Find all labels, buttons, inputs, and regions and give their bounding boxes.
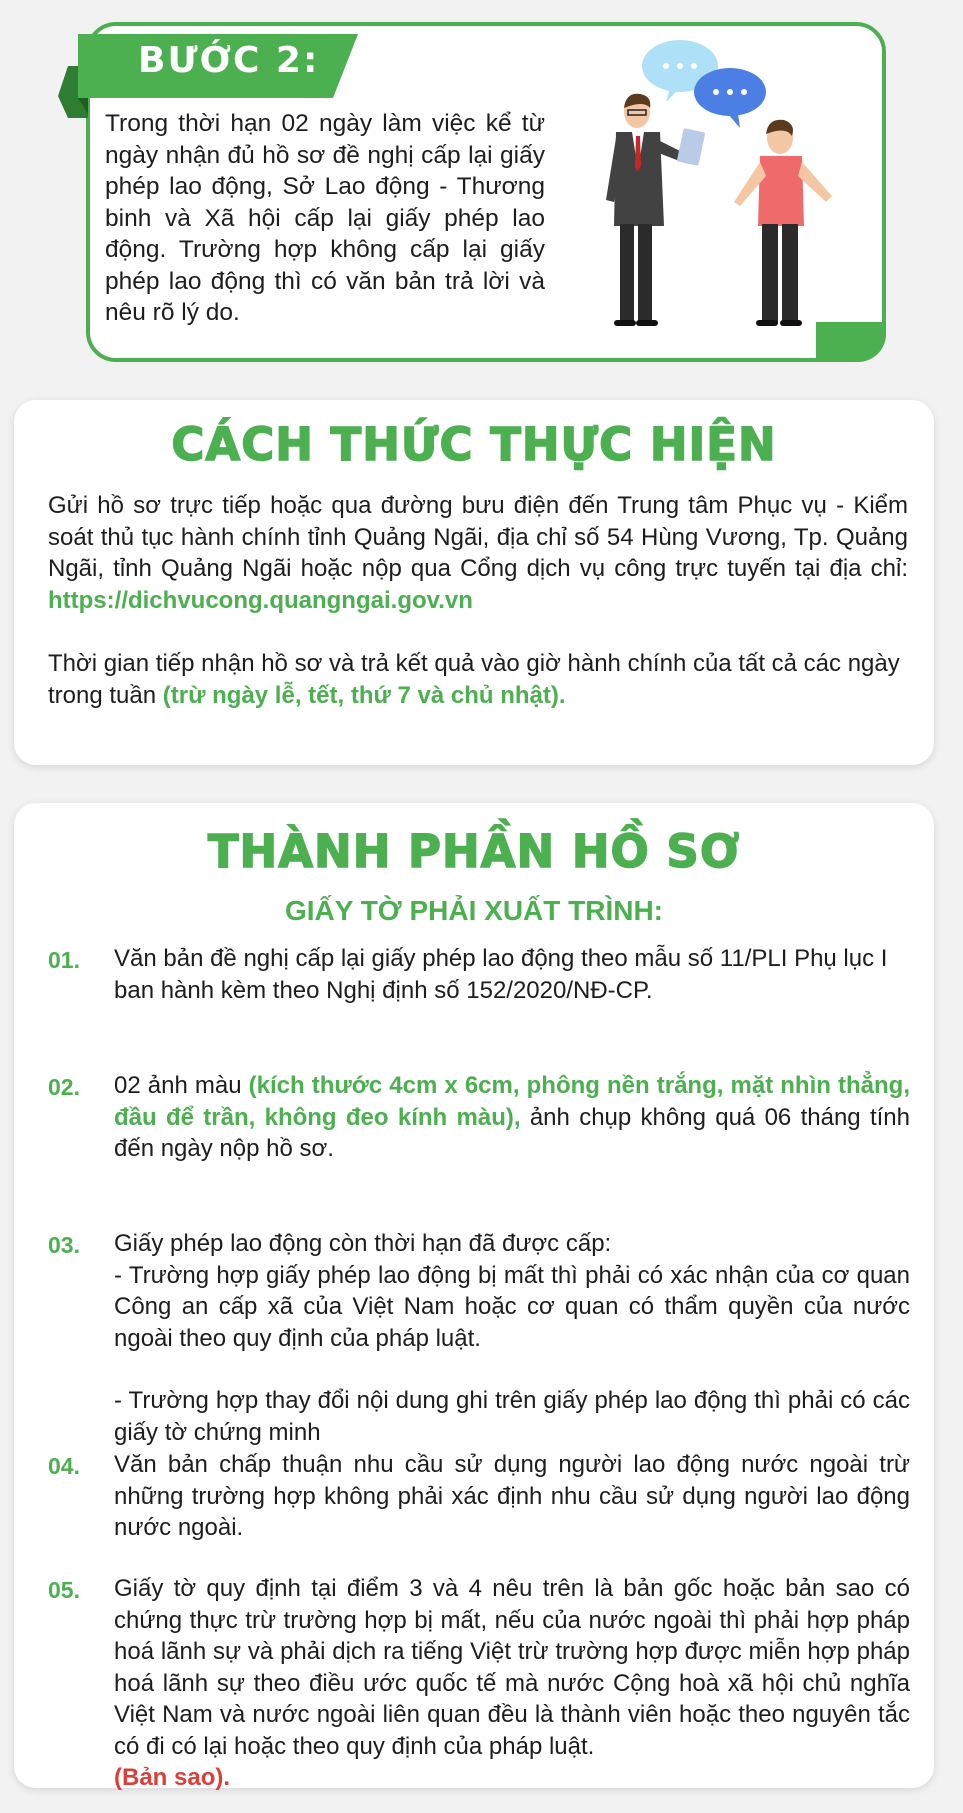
- item-text: [114, 1228, 910, 1448]
- item-text-after: ảnh chụp không quá 06 tháng tính đến ngày nộp hồ sơ.: [114, 1103, 910, 1162]
- hours-text: Thời gian tiếp nhận hồ sơ và trả kết quả vào giờ hành chính của tất cả các ngày trong tuần: [48, 650, 900, 709]
- copy-note: (Bản sao).: [114, 1764, 231, 1791]
- item-text: Văn bản chấp thuận nhu cầu sử dụng người lao động nước ngoài trừ những trường hợp không phải xác định nhu cầu sử dụng người lao động nước ngoài.: [114, 1451, 910, 1541]
- method-submission-paragraph: [48, 490, 908, 616]
- businessman-illustration: [606, 94, 705, 326]
- step-description: Trong thời hạn 02 ngày làm việc kể từ ngày nhận đủ hồ sơ đề nghị cấp lại giấy phép lao động, Sở Lao động - Thương binh và Xã hội cấp lại giấy phép lao động. Trường hợp không cấp lại giấy phép lao động thì có văn bản trả lời và nêu rõ lý do.: [105, 110, 545, 326]
- step-badge-label: BƯỚC 2:: [138, 40, 320, 81]
- hours-exception: (trừ ngày lễ, tết, thứ 7 và chủ nhật).: [162, 681, 566, 709]
- method-title: CÁCH THỨC THỰC HIỆN: [171, 418, 777, 471]
- item-line-1: Giấy phép lao động còn thời hạn đã được cấp:: [114, 1230, 612, 1257]
- public-service-link[interactable]: https://dichvucong.quangngai.gov.vn: [48, 586, 473, 614]
- item-line-2: - Trường hợp giấy phép lao động bị mất thì phải có xác nhận của cơ quan Công an cấp xã của Việt Nam hoặc cơ quan có thẩm quyền của nước ngoài theo quy định của pháp luật.: [114, 1261, 910, 1352]
- documents-card: [14, 803, 934, 1791]
- speech-bubble-icon: [642, 40, 766, 128]
- item-number: 01.: [48, 947, 80, 973]
- method-hours-paragraph: [48, 648, 908, 711]
- item-number: 03.: [48, 1232, 80, 1258]
- item-text-main: Giấy tờ quy định tại điểm 3 và 4 nêu trên là bản gốc hoặc bản sao có chứng thực trừ trường hợp bị mất, nếu của nước ngoài thì phải hợp pháp hoá lãnh sự và phải dịch ra tiếng Việt trừ trường hợp được miễn hợp pháp hoá lãnh sự theo điều ước quốc tế mà nước Cộng hoà xã hội chủ nghĩa Việt Nam và nước ngoài liên quan đều là thành viên hoặc theo nguyên tắc có đi có lại hoặc theo quy định của pháp luật.: [114, 1575, 910, 1760]
- step-badge: [58, 26, 358, 118]
- item-text: [114, 1573, 910, 1794]
- item-number: 02.: [48, 1074, 80, 1100]
- casual-man-illustration: [734, 120, 832, 326]
- method-card: [14, 400, 934, 765]
- documents-title: THÀNH PHẦN HỒ SƠ: [207, 825, 741, 878]
- item-text: [114, 1070, 910, 1165]
- item-text: Văn bản đề nghị cấp lại giấy phép lao động theo mẫu số 11/PLI Phụ lục I ban hành kèm theo Nghị định số 152/2020/NĐ-CP.: [114, 945, 888, 1004]
- item-text-before: 02 ảnh màu: [114, 1072, 249, 1099]
- photo-spec-highlight: (kích thước 4cm x 6cm, phông nền trắng, mặt nhìn thẳng, đầu để trần, không đeo kính màu),: [114, 1072, 910, 1131]
- item-number: 04.: [48, 1453, 80, 1479]
- submission-text: Gửi hồ sơ trực tiếp hoặc qua đường bưu điện đến Trung tâm Phục vụ - Kiểm soát thủ tục hành chính tỉnh Quảng Ngãi, địa chỉ số 54 Hùng Vương, Tp. Quảng Ngãi, tỉnh Quảng Ngãi hoặc nộp qua Cổng dịch vụ công trực tuyến tại địa chỉ:: [48, 492, 908, 582]
- documents-subtitle: GIẤY TỜ PHẢI XUẤT TRÌNH:: [284, 895, 664, 926]
- conversation-illustration: [600, 30, 860, 350]
- item-number: 05.: [48, 1577, 80, 1603]
- item-line-3: - Trường hợp thay đổi nội dung ghi trên giấy phép lao động thì phải có các giấy tờ chứng minh: [114, 1387, 910, 1446]
